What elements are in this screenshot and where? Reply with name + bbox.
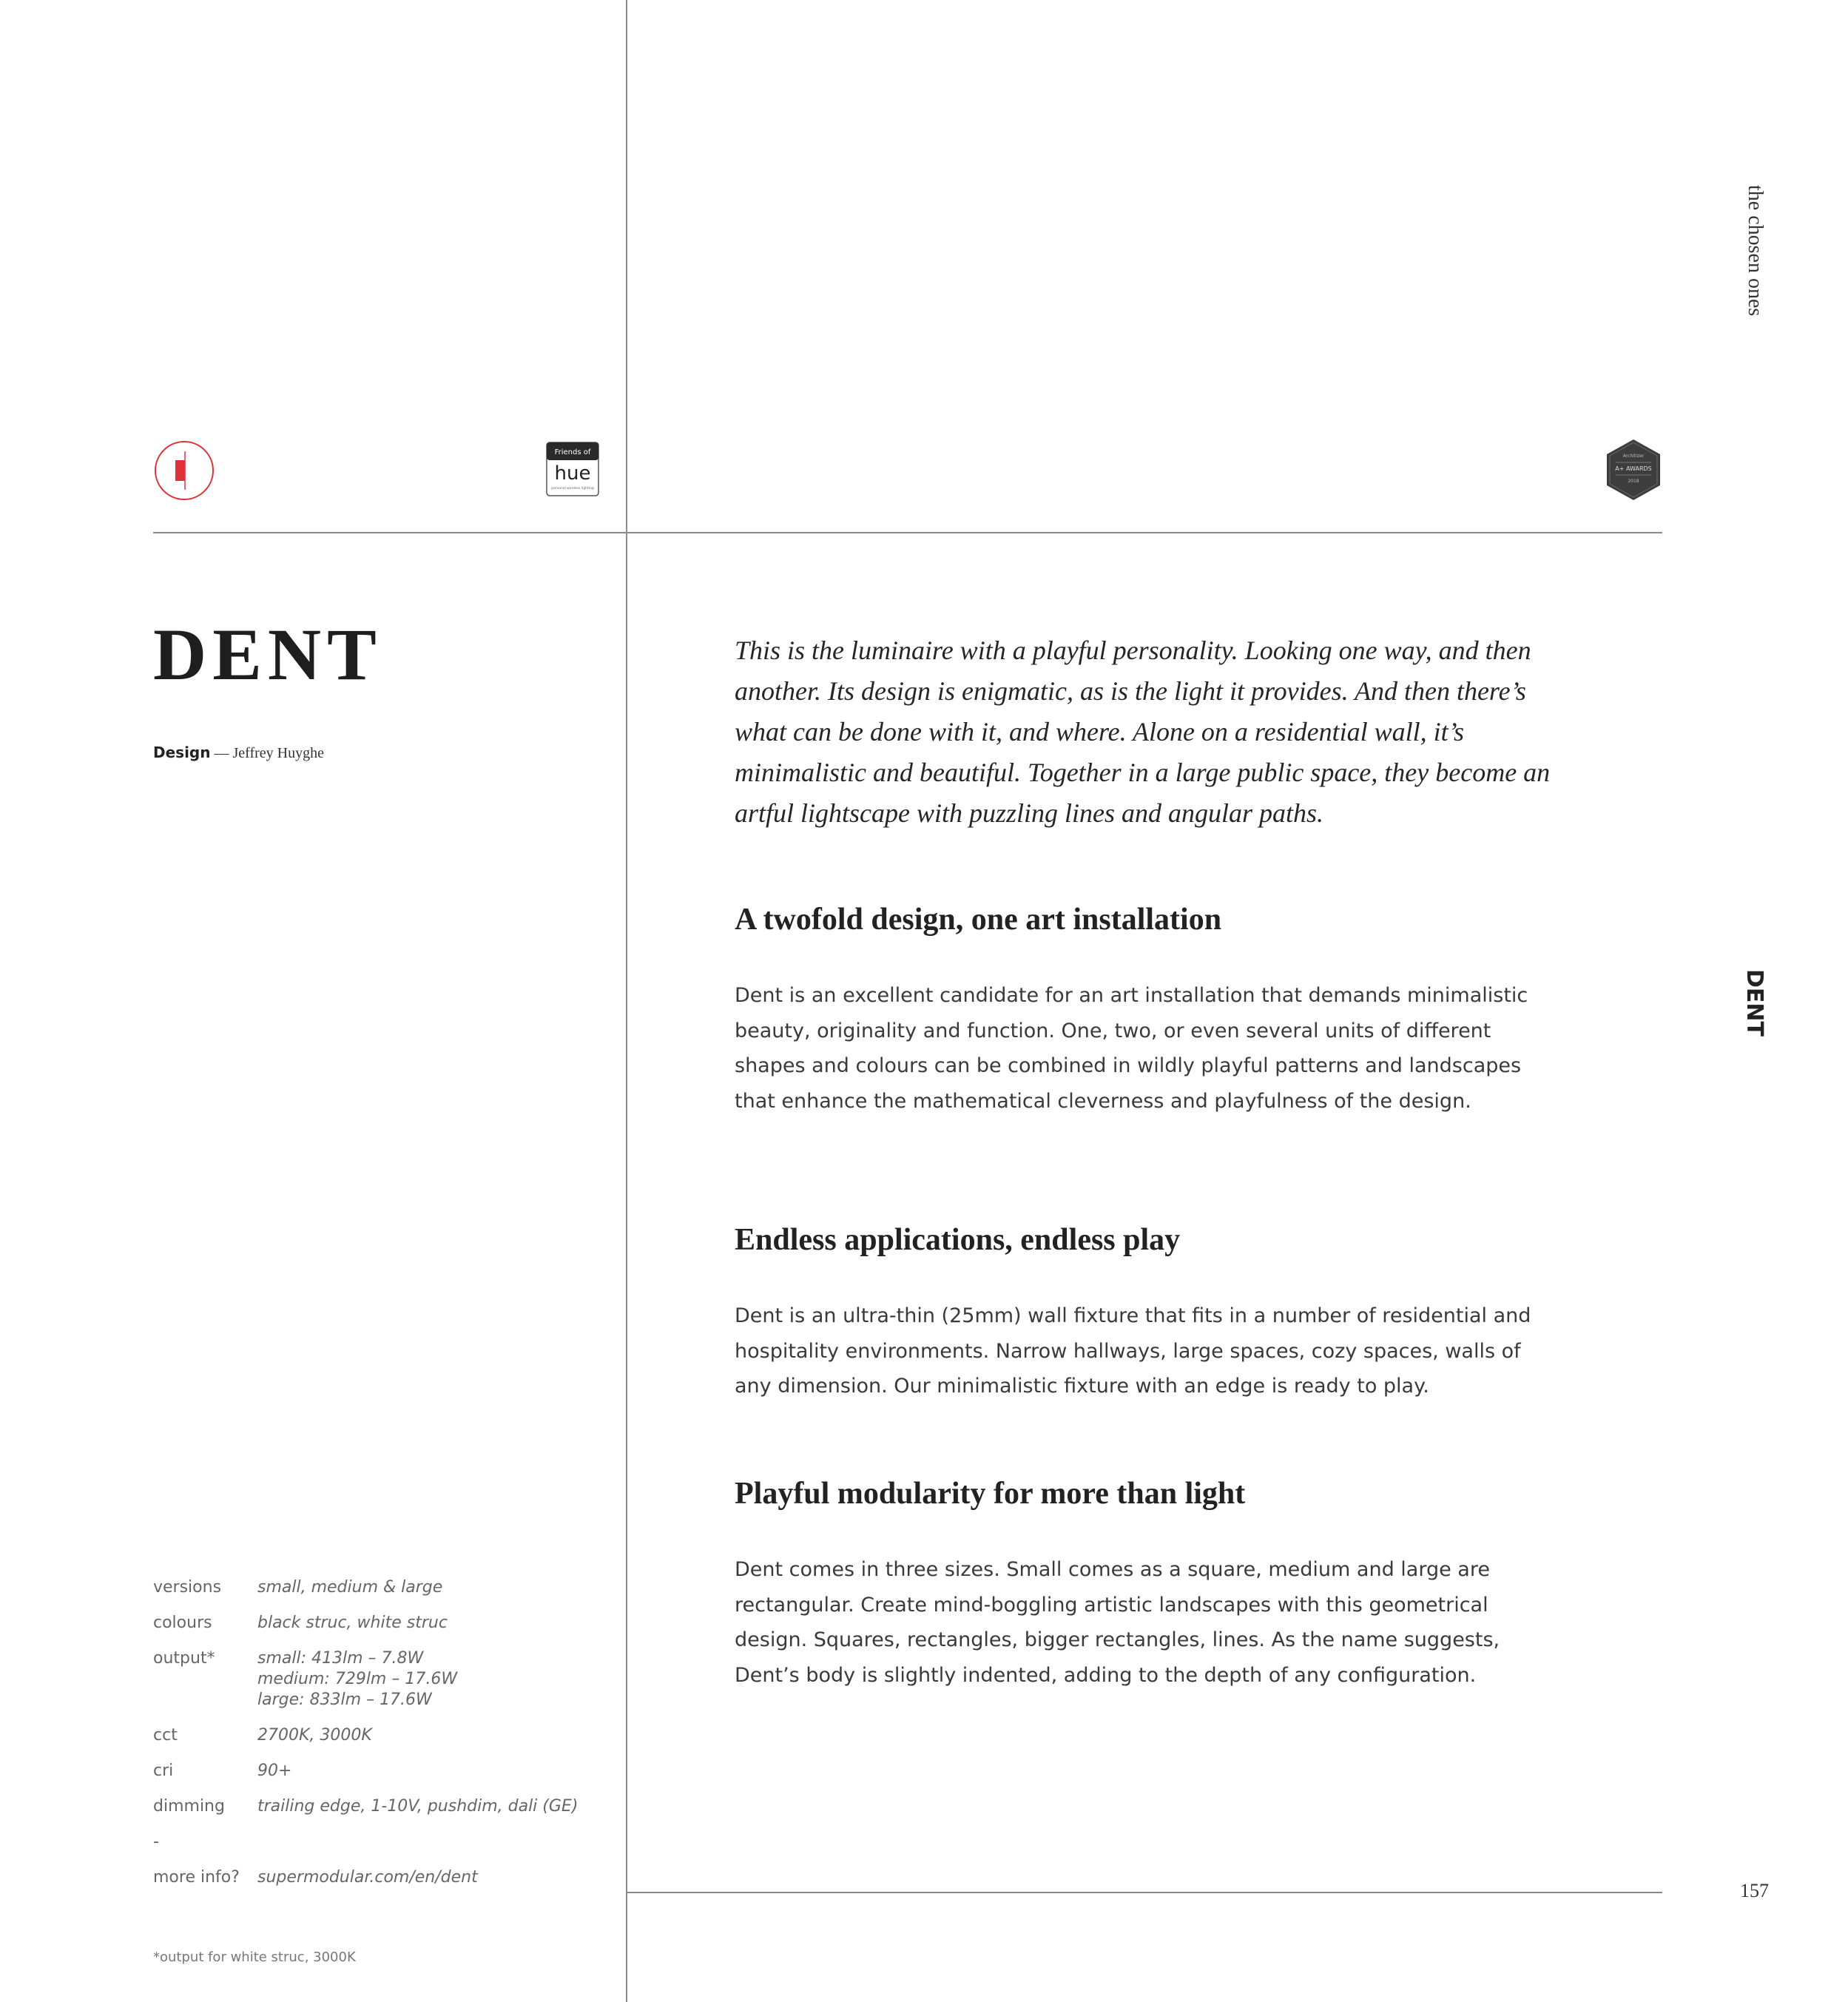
- spec-key: versions: [153, 1578, 222, 1597]
- header-rule: [153, 532, 1662, 533]
- svg-text:A+ AWARDS: A+ AWARDS: [1615, 465, 1652, 472]
- design-credit: [153, 744, 324, 762]
- spec-key: colours: [153, 1614, 212, 1632]
- spec-value: 2700K, 3000K: [257, 1726, 372, 1745]
- spec-row-cri: [153, 1761, 627, 1782]
- spec-key: dimming: [153, 1797, 225, 1816]
- spec-key: -: [153, 1833, 159, 1851]
- spec-value: trailing edge, 1-10V, pushdim, dali (GE): [257, 1797, 579, 1816]
- spec-row-more-info: [153, 1867, 627, 1888]
- brand-logo-icon: [153, 439, 215, 502]
- design-separator: —: [210, 745, 233, 761]
- svg-text:Friends of: Friends of: [554, 448, 591, 456]
- spec-value: small, medium & large: [257, 1578, 443, 1597]
- spec-value-link[interactable]: supermodular.com/en/dent: [257, 1868, 478, 1887]
- designer-name: Jeffrey Huyghe: [232, 745, 324, 761]
- section-body-applications: Dent is an ultra-thin (25mm) wall fixture that fits in a number of residential and hospitality environments. Narrow hallways, large spaces, cozy spaces, walls of any dimension. Our minimalistic fixture with an edge is ready to play.: [735, 1304, 1531, 1398]
- spec-row-versions: [153, 1577, 627, 1598]
- spec-row-cct: [153, 1725, 627, 1746]
- footer-rule: [626, 1892, 1662, 1893]
- spec-key: more info?: [153, 1868, 240, 1887]
- section-body-modularity: Dent comes in three sizes. Small comes as a square, medium and large are rectangular. Create mind-boggling artistic landscapes with this geometrical design. Squares, rectangles, bigger rectangles, lines. As the name suggests, Dent’s body is slightly indented, adding to the depth of any configuration.: [735, 1558, 1500, 1687]
- spec-value: 90+: [257, 1762, 292, 1780]
- friends-of-hue-badge-icon: [546, 442, 599, 496]
- spec-key: output*: [153, 1649, 215, 1668]
- product-tag: DENT: [1741, 969, 1767, 1037]
- spec-value: small: 413lm – 7.8W medium: 729lm – 17.6W large: 833lm – 17.6W: [257, 1649, 458, 1709]
- svg-text:Architizer: Architizer: [1622, 454, 1645, 459]
- section-title-modularity: Playful modularity for more than light: [735, 1477, 1246, 1511]
- spec-key: cri: [153, 1762, 174, 1780]
- spec-row-separator: [153, 1832, 627, 1853]
- section-body-twofold: Dent is an excellent candidate for an art installation that demands minimalistic beauty, originality and function. One, two, or even several units of different shapes and colours can be combined in wildly playful patterns and landscapes that enhance the mathematical cleverness and playfulness of the design.: [735, 984, 1528, 1113]
- spec-row-dimming: [153, 1796, 627, 1817]
- spec-value: black struc, white struc: [257, 1614, 448, 1632]
- product-title: DENT: [153, 613, 382, 695]
- svg-text:hue: hue: [554, 462, 591, 485]
- spec-key: cct: [153, 1726, 178, 1745]
- award-badge-icon: [1604, 438, 1663, 502]
- intro-paragraph: This is the luminaire with a playful personality. Looking one way, and then another. Its design is enigmatic, as is the light it provides. And then there’s what can be done with it, and where. Alone on a residential wall, it’s minimalistic and beautiful. Together in a large public space, they become an artful lightscape with puzzling lines and angular paths.: [735, 636, 1551, 828]
- svg-text:personal wireless lighting: personal wireless lighting: [551, 487, 594, 491]
- footnote: *output for white struc, 3000K: [153, 1949, 356, 1965]
- spec-row-output: [153, 1648, 627, 1711]
- svg-text:2018: 2018: [1628, 479, 1639, 484]
- page-number: 157: [1740, 1880, 1769, 1901]
- section-title-applications: Endless applications, endless play: [735, 1223, 1181, 1257]
- spec-row-colours: [153, 1613, 627, 1634]
- section-title-twofold: A twofold design, one art installation: [735, 903, 1222, 937]
- design-label: Design: [153, 744, 211, 761]
- spec-table: [153, 1577, 627, 1903]
- section-tag: the chosen ones: [1744, 185, 1767, 317]
